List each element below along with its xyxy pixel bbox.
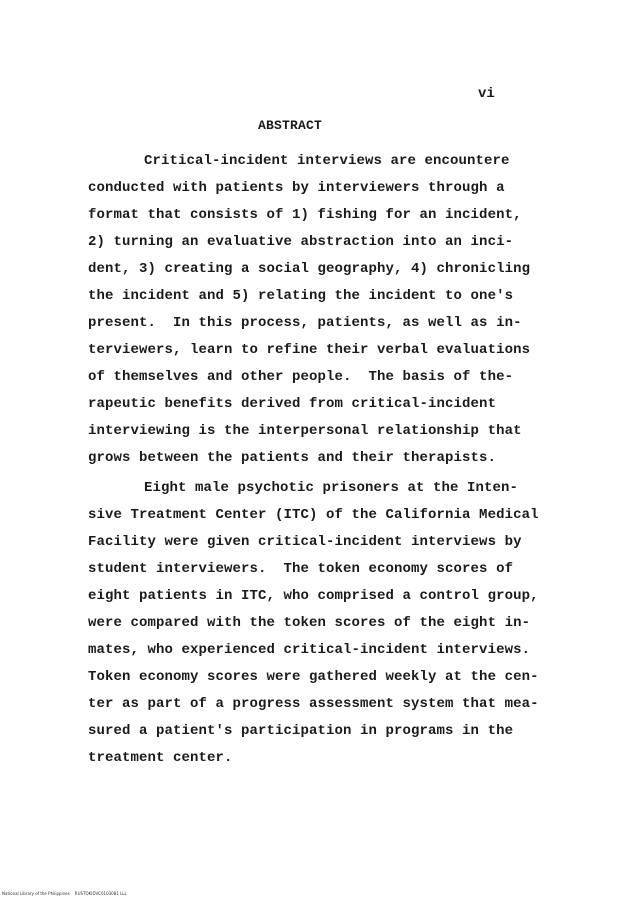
text-line: rapeutic benefits derived from critical-incident — [88, 396, 497, 412]
text-line: sive Treatment Center (ITC) of the California Medical — [88, 507, 539, 523]
text-line: were compared with the token scores of the eight in- — [88, 615, 531, 631]
text-line: mates, who experienced critical-incident interviews. — [88, 642, 531, 658]
text-line: terviewers, learn to refine their verbal evaluations — [88, 342, 531, 358]
text-line: present. In this process, patients, as well as in- — [88, 315, 522, 331]
text-line: 2) turning an evaluative abstraction into an inci- — [88, 234, 514, 250]
text-line: eight patients in ITC, who comprised a control group, — [88, 588, 539, 604]
text-line: Facility were given critical-incident interviews by — [88, 534, 522, 550]
abstract-title: ABSTRACT — [258, 118, 323, 133]
text-line: conducted with patients by interviewers through a — [88, 180, 505, 196]
text-line: Token economy scores were gathered weekly at the cen- — [88, 669, 539, 685]
text-line: treatment center. — [88, 750, 233, 766]
text-line: interviewing is the interpersonal relationship that — [88, 423, 522, 439]
text-line: Eight male psychotic prisoners at the Inten- — [144, 480, 519, 496]
text-line: dent, 3) creating a social geography, 4) chronicling — [88, 261, 531, 277]
text-line: sured a patient's participation in programs in the — [88, 723, 514, 739]
footer-stamp: National Library of the Philippines RUSTOKIDVC0103081 LLL — [2, 891, 127, 896]
text-line: of themselves and other people. The basis of the- — [88, 369, 514, 385]
text-line: ter as part of a progress assessment system that mea- — [88, 696, 539, 712]
text-line: the incident and 5) relating the incident to one's — [88, 288, 514, 304]
text-line: grows between the patients and their therapists. — [88, 450, 497, 466]
text-line: Critical-incident interviews are encountere — [144, 153, 510, 169]
text-line: format that consists of 1) fishing for an incident, — [88, 207, 522, 223]
text-line: student interviewers. The token economy scores of — [88, 561, 514, 577]
page-number: vi — [478, 86, 495, 102]
